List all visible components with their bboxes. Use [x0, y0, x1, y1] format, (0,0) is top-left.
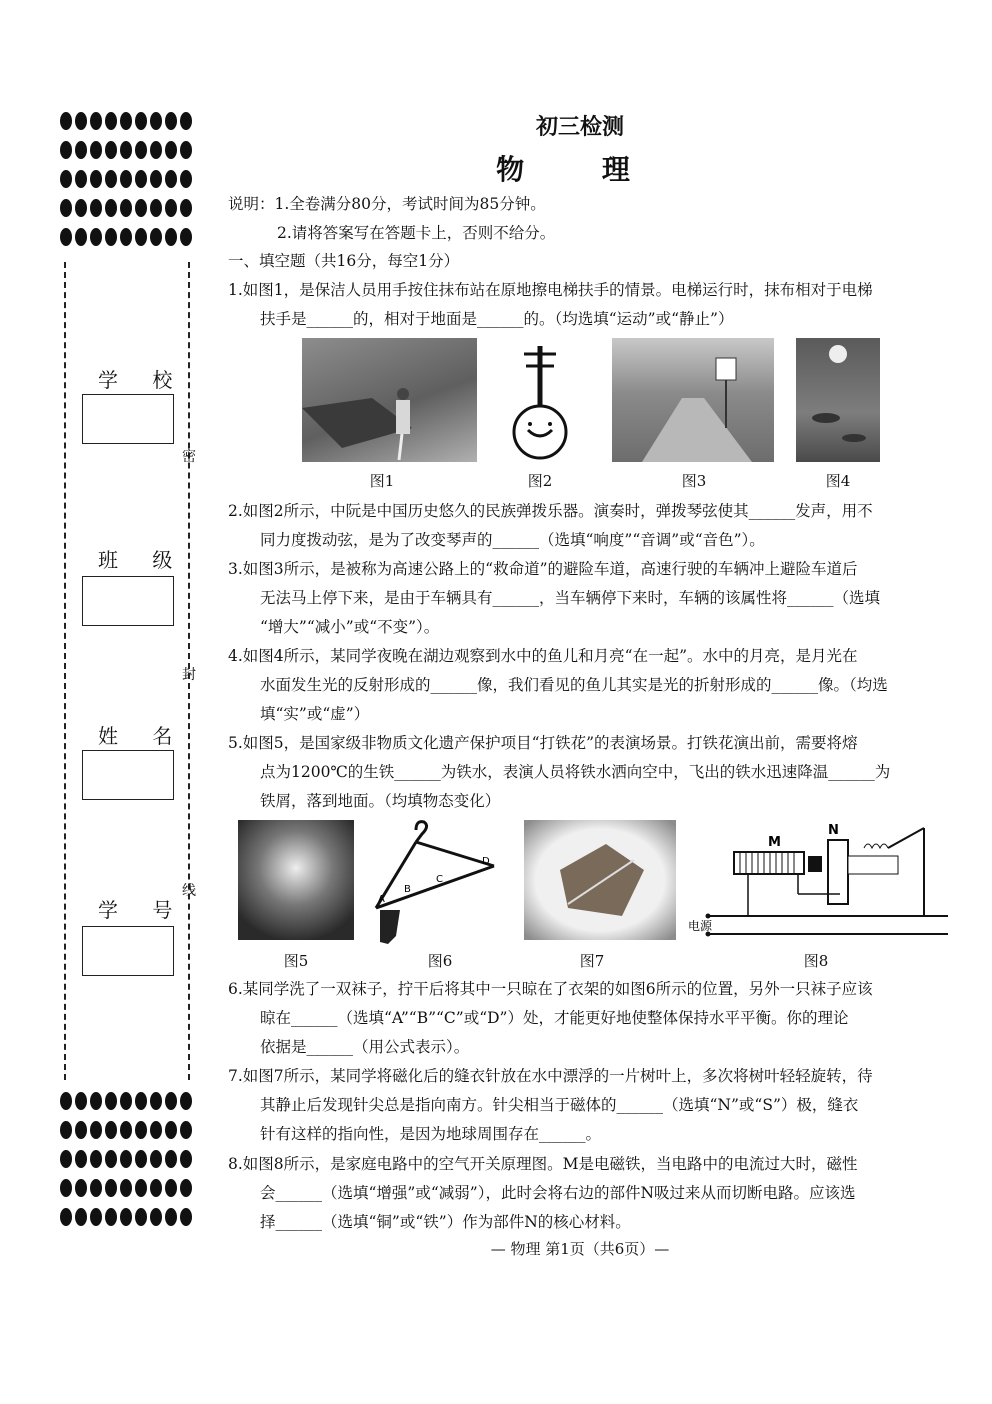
question-7	[228, 1062, 968, 1149]
student-id-input-box[interactable]	[82, 926, 174, 976]
q3-line1: 3.如图3所示，是被称为高速公路上的“救命道”的避险车道，高速行驶的车辆冲上避险车道后	[228, 560, 858, 578]
dot	[60, 1208, 72, 1226]
dot	[165, 1208, 177, 1226]
q3-line3: “增大”“减小”或“不变”）。	[260, 618, 440, 636]
dot-row	[60, 1208, 200, 1230]
dot	[60, 1121, 72, 1139]
q8-line2: 会______（选填“增强”或“减弱”），此时会将右边的部件N吸过来从而切断电路。应该选	[260, 1184, 856, 1202]
dot	[180, 1208, 192, 1226]
q1-line2: 扶手是______的，相对于地面是______的。（均选填“运动”或“静止”）	[260, 310, 734, 328]
figure-8-circuit-breaker-diagram	[688, 822, 950, 942]
dot	[180, 228, 192, 246]
escalator-illustration	[302, 338, 477, 462]
dot	[60, 228, 72, 246]
dot	[75, 1179, 87, 1197]
dot	[135, 228, 147, 246]
dot	[180, 199, 192, 217]
q7-line3: 针有这样的指向性，是因为地球周围存在______。	[260, 1125, 602, 1143]
seal-line-left	[64, 262, 66, 1080]
dot	[75, 199, 87, 217]
q5-line2: 点为1200℃的生铁______为铁水，表演人员将铁水洒向空中，飞出的铁水迅速降温______为	[260, 763, 891, 781]
student-id-label: 学 号	[98, 898, 187, 922]
zhongruan-illustration	[510, 342, 570, 462]
exam-title: 初三检测	[535, 114, 624, 140]
dot	[120, 1179, 132, 1197]
instructions-line1	[228, 190, 968, 219]
dot	[165, 1121, 177, 1139]
figure-2-caption: 图2	[527, 472, 553, 490]
dot	[135, 1179, 147, 1197]
dot	[165, 1179, 177, 1197]
dot	[105, 1150, 117, 1168]
dot	[120, 1092, 132, 1110]
dot	[150, 1121, 162, 1139]
q1-line1: 1.如图1，是保洁人员用手按住抹布站在原地擦电梯扶手的情景。电梯运行时，抹布相对于电梯	[228, 281, 873, 299]
q5-line1: 5.如图5，是国家级非物质文化遗产保护项目“打铁花”的表演场景。打铁花演出前，需要将熔	[228, 734, 858, 752]
class-label: 班 级	[98, 548, 187, 572]
instruction-1: 1.全卷满分80分，考试时间为85分钟。	[274, 195, 546, 213]
dot	[180, 1150, 192, 1168]
dot	[150, 1179, 162, 1197]
dot	[180, 1121, 192, 1139]
school-label: 学 校	[98, 368, 187, 392]
circuit-diagram	[688, 822, 950, 942]
q8-line1: 8.如图8所示，是家庭电路中的空气开关原理图。M是电磁铁，当电路中的电流过大时，磁性	[228, 1155, 858, 1173]
fig8-label-m: M	[768, 835, 781, 850]
figure-6-hanger	[366, 816, 506, 944]
dot	[120, 199, 132, 217]
dot-row	[60, 1179, 200, 1201]
dot	[120, 228, 132, 246]
question-6	[228, 975, 968, 1062]
moon-fish-illustration	[796, 338, 880, 462]
figure-5-iron-flower-photo	[238, 820, 354, 940]
question-2	[228, 497, 968, 555]
dot	[90, 199, 102, 217]
q7-line1: 7.如图7所示，某同学将磁化后的缝衣针放在水中漂浮的一片树叶上，多次将树叶轻轻旋转，待	[228, 1067, 873, 1085]
hanger-label-d: D	[482, 856, 490, 867]
q6-line1: 6.某同学洗了一双袜子，拧干后将其中一只晾在了衣架的如图6所示的位置，另外一只袜子应该	[228, 980, 873, 998]
seal-char-xian: 线	[182, 883, 196, 899]
hanger-illustration	[366, 816, 506, 944]
figure-7-leaf-needle-photo	[524, 820, 676, 940]
figure-6-caption: 图6	[427, 952, 453, 970]
question-5	[228, 729, 968, 816]
figure-4-caption: 图4	[825, 472, 851, 490]
dot	[75, 1121, 87, 1139]
q4-line2: 水面发生光的反射形成的______像，我们看见的鱼儿其实是光的折射形成的______像。（均选	[260, 676, 888, 694]
dot-row	[60, 199, 200, 221]
fig8-label-power: 电源	[688, 919, 713, 933]
dot-row	[60, 228, 200, 250]
figure-4-moon-fish-photo	[796, 338, 880, 462]
dot	[90, 1092, 102, 1110]
dot	[60, 1092, 72, 1110]
q6-line2: 晾在______（选填“A”“B”“C”或“D”）处，才能更好地使整体保持水平平衡。你的理论	[260, 1009, 849, 1027]
q2-line1: 2.如图2所示，中阮是中国历史悠久的民族弹拨乐器。演奏时，弹拨琴弦使其______发声，用不	[228, 502, 873, 520]
figure-5-caption: 图5	[283, 952, 309, 970]
dot-row	[60, 1121, 200, 1143]
dot	[135, 1150, 147, 1168]
dot	[60, 199, 72, 217]
dot	[90, 228, 102, 246]
dot	[135, 1121, 147, 1139]
dot	[150, 1092, 162, 1110]
dot	[105, 1208, 117, 1226]
dot	[105, 199, 117, 217]
dot	[60, 1179, 72, 1197]
name-input-box[interactable]	[82, 750, 174, 800]
leaf-illustration	[524, 820, 676, 940]
dot	[135, 199, 147, 217]
dot	[75, 228, 87, 246]
dot	[60, 1150, 72, 1168]
dot	[120, 1150, 132, 1168]
q8-line3: 择______（选填“铜”或“铁”）作为部件N的核心材料。	[260, 1213, 631, 1231]
figure-1-caption: 图1	[369, 472, 395, 490]
q3-line2: 无法马上停下来，是由于车辆具有______，当车辆停下来时，车辆的该属性将______（选填	[260, 589, 881, 607]
dot	[75, 1208, 87, 1226]
dot	[180, 1179, 192, 1197]
fig8-label-n: N	[828, 823, 839, 838]
dot	[90, 1179, 102, 1197]
figure-8-caption: 图8	[803, 952, 829, 970]
figure-3-caption: 图3	[681, 472, 707, 490]
dot	[165, 199, 177, 217]
dot	[135, 1092, 147, 1110]
question-4	[228, 642, 968, 729]
q6-line3: 依据是______（用公式表示）。	[260, 1038, 470, 1056]
figure-1-escalator-photo	[302, 338, 477, 462]
q2-line2: 同力度拨动弦，是为了改变琴声的______（选填“响度”“音调”或“音色”）。	[260, 531, 765, 549]
school-input-box[interactable]	[82, 394, 174, 444]
instructions-label: 说明：	[228, 195, 275, 213]
dot-row	[60, 1150, 200, 1172]
dot	[120, 1208, 132, 1226]
dot-row	[60, 1092, 200, 1114]
seal-char-mi: 密	[182, 449, 196, 465]
instruction-2: 2.请将答案写在答题卡上，否则不给分。	[277, 224, 556, 242]
dot	[75, 1092, 87, 1110]
hanger-label-a: A	[378, 894, 385, 905]
dot	[120, 1121, 132, 1139]
question-1	[228, 276, 968, 334]
question-3	[228, 555, 968, 642]
dot	[90, 1150, 102, 1168]
hanger-label-b: B	[404, 884, 411, 895]
dot	[90, 1121, 102, 1139]
dot	[165, 228, 177, 246]
q5-line3: 铁屑，落到地面。（均填物态变化）	[260, 792, 501, 810]
figure-7-caption: 图7	[579, 952, 605, 970]
dot	[150, 228, 162, 246]
section1-heading: 一、填空题（共16分，每空1分）	[228, 252, 460, 270]
dot	[150, 199, 162, 217]
dot	[180, 1092, 192, 1110]
dot	[105, 1121, 117, 1139]
seal-char-feng: 封	[182, 667, 196, 683]
figure-2-zhongruan	[510, 342, 570, 462]
subject-title: 物 理	[496, 153, 664, 186]
dot	[150, 1208, 162, 1226]
dot	[165, 1150, 177, 1168]
page-footer: — 物理 第1页（共6页）—	[490, 1240, 670, 1258]
q7-line2: 其静止后发现针尖总是指向南方。针尖相当于磁体的______（选填“N”或“S”）极，缝衣	[260, 1096, 859, 1114]
hanger-label-c: C	[436, 874, 443, 885]
dot	[135, 1208, 147, 1226]
dot	[105, 1179, 117, 1197]
q4-line3: 填“实”或“虚”）	[260, 705, 370, 723]
road-illustration	[612, 338, 774, 462]
dot	[75, 1150, 87, 1168]
dot	[165, 1092, 177, 1110]
question-8	[228, 1150, 968, 1237]
dot	[90, 1208, 102, 1226]
class-input-box[interactable]	[82, 576, 174, 626]
q4-line1: 4.如图4所示，某同学夜晚在湖边观察到水中的鱼儿和月亮“在一起”。水中的月亮，是月光在	[228, 647, 858, 665]
figure-3-escape-lane-photo	[612, 338, 774, 462]
name-label: 姓 名	[98, 724, 187, 748]
dot	[105, 228, 117, 246]
dot	[150, 1150, 162, 1168]
dot	[105, 1092, 117, 1110]
